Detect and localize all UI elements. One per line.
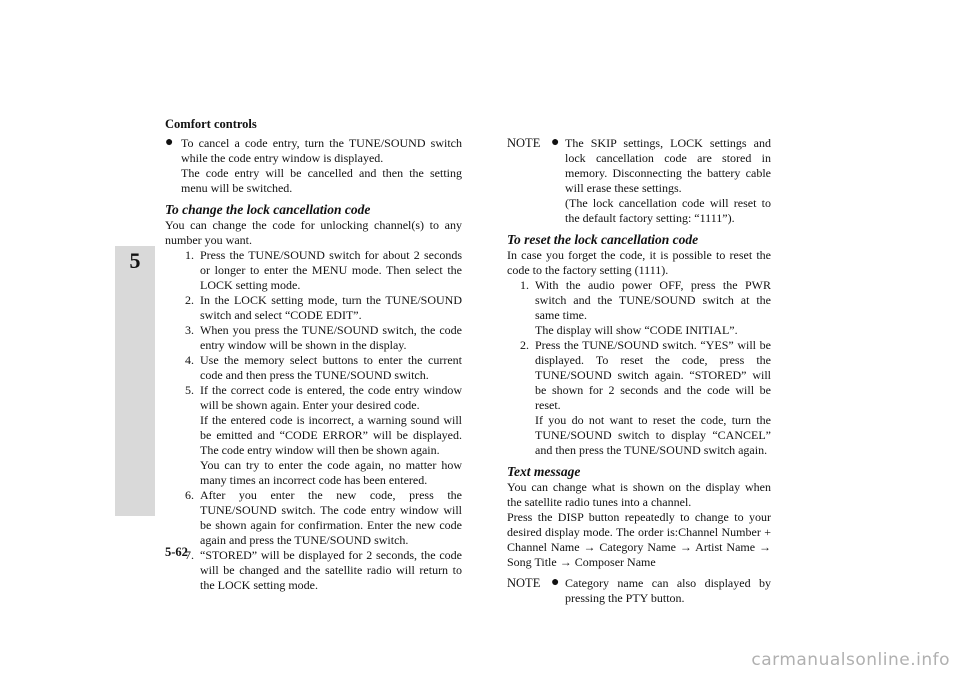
heading-reset-code: To reset the lock cancellation code (507, 232, 699, 247)
text-message-para: Press the DISP button repeatedly to change to your desired display mode. The order is:Channel Number + Channel Name → Category Name → Artist Name → Song Title → Composer Name (507, 510, 771, 569)
step-text: Press the TUNE/SOUND switch for about 2 seconds or longer to enter the MENU mode. Then select the LOCK setting mode. (200, 248, 462, 292)
bullet-icon: ● (551, 135, 560, 150)
reset-code-steps (507, 278, 771, 458)
step-text: Press the TUNE/SOUND switch. “YES” will be displayed. To reset the code, press the TUNE/SOUND switch again. “STORED” will be shown for 2 seconds and the code will be reset. (535, 338, 771, 412)
step-item (165, 548, 462, 593)
page-header: Comfort controls (165, 117, 257, 131)
step-number: 2. (185, 293, 194, 307)
step-number: 7. (185, 548, 194, 562)
step-text: “STORED” will be displayed for 2 seconds, the code will be changed and the satellite radio will return to the LOCK setting mode. (200, 548, 462, 592)
heading-text-message: Text message (507, 464, 581, 479)
cancel-code-bullet (165, 136, 462, 196)
note-label: NOTE (507, 576, 541, 590)
step-text: The display will show “CODE INITIAL”. (535, 323, 738, 337)
note-memory (507, 136, 771, 226)
right-column (507, 136, 771, 606)
note-text: The SKIP settings, LOCK settings and lock cancellation code are stored in memory. Disconnecting the battery cable will erase these settings. (565, 136, 771, 195)
heading-change-code: To change the lock cancellation code (165, 202, 371, 217)
text-message-para: You can change what is shown on the display when the satellite radio tunes into a channel. (507, 480, 771, 509)
note-text: Category name can also displayed by pressing the PTY button. (565, 576, 771, 605)
step-item (165, 383, 462, 488)
chapter-tab (115, 246, 155, 516)
step-number: 6. (185, 488, 194, 502)
note-body (507, 576, 771, 606)
note-bullet (551, 136, 771, 226)
bullet-text: To cancel a code entry, turn the TUNE/SOUND switch while the code entry window is displayed. (181, 136, 462, 165)
step-item (165, 353, 462, 383)
step-item (165, 488, 462, 548)
bullet-icon: ● (551, 575, 560, 590)
note-bullet (551, 576, 771, 606)
bullet-icon: ● (165, 135, 174, 150)
step-number: 4. (185, 353, 194, 367)
step-number: 3. (185, 323, 194, 337)
bullet-text: The code entry will be cancelled and then the setting menu will be switched. (181, 166, 462, 195)
note-category (507, 576, 771, 606)
page-number: 5-62 (165, 545, 188, 559)
note-body (507, 136, 771, 226)
step-number: 2. (520, 338, 529, 352)
step-text: If the correct code is entered, the code entry window will be shown again. Enter your desired code. (200, 383, 462, 412)
watermark[interactable]: carmanualsonline.info (751, 650, 950, 670)
change-code-steps (165, 248, 462, 593)
step-text: When you press the TUNE/SOUND switch, the code entry window will be shown in the display. (200, 323, 462, 352)
step-text: After you enter the new code, press the TUNE/SOUND switch. The code entry window will be shown again for confirmation. Enter the new code again and press the TUNE/SOUND switch. (200, 488, 462, 547)
step-number: 5. (185, 383, 194, 397)
note-label: NOTE (507, 136, 541, 150)
step-item (165, 293, 462, 323)
step-text: You can try to enter the code again, no matter how many times an incorrect code has been entered. (200, 458, 462, 487)
step-text: If the entered code is incorrect, a warning sound will be emitted and “CODE ERROR” will be displayed. The code entry window will then be shown again. (200, 413, 462, 457)
reset-code-intro: In case you forget the code, it is possible to reset the code to the factory setting (1111). (507, 248, 771, 277)
step-number: 1. (185, 248, 194, 262)
step-number: 1. (520, 278, 529, 292)
step-item (165, 248, 462, 293)
step-text: Use the memory select buttons to enter the current code and then press the TUNE/SOUND switch. (200, 353, 462, 382)
left-column (165, 136, 462, 593)
step-text: With the audio power OFF, press the PWR switch and the TUNE/SOUND switch at the same time. (535, 278, 771, 322)
chapter-tab-label: 5 (129, 248, 141, 273)
change-code-intro: You can change the code for unlocking channel(s) to any number you want. (165, 218, 462, 247)
note-text: (The lock cancellation code will reset to the default factory setting: “1111”). (565, 196, 771, 225)
step-item (165, 323, 462, 353)
step-item (507, 338, 771, 458)
step-item (507, 278, 771, 338)
step-text: If you do not want to reset the code, turn the TUNE/SOUND switch to display “CANCEL” and then press the TUNE/SOUND switch again. (535, 413, 771, 457)
step-text: In the LOCK setting mode, turn the TUNE/SOUND switch and select “CODE EDIT”. (200, 293, 462, 322)
